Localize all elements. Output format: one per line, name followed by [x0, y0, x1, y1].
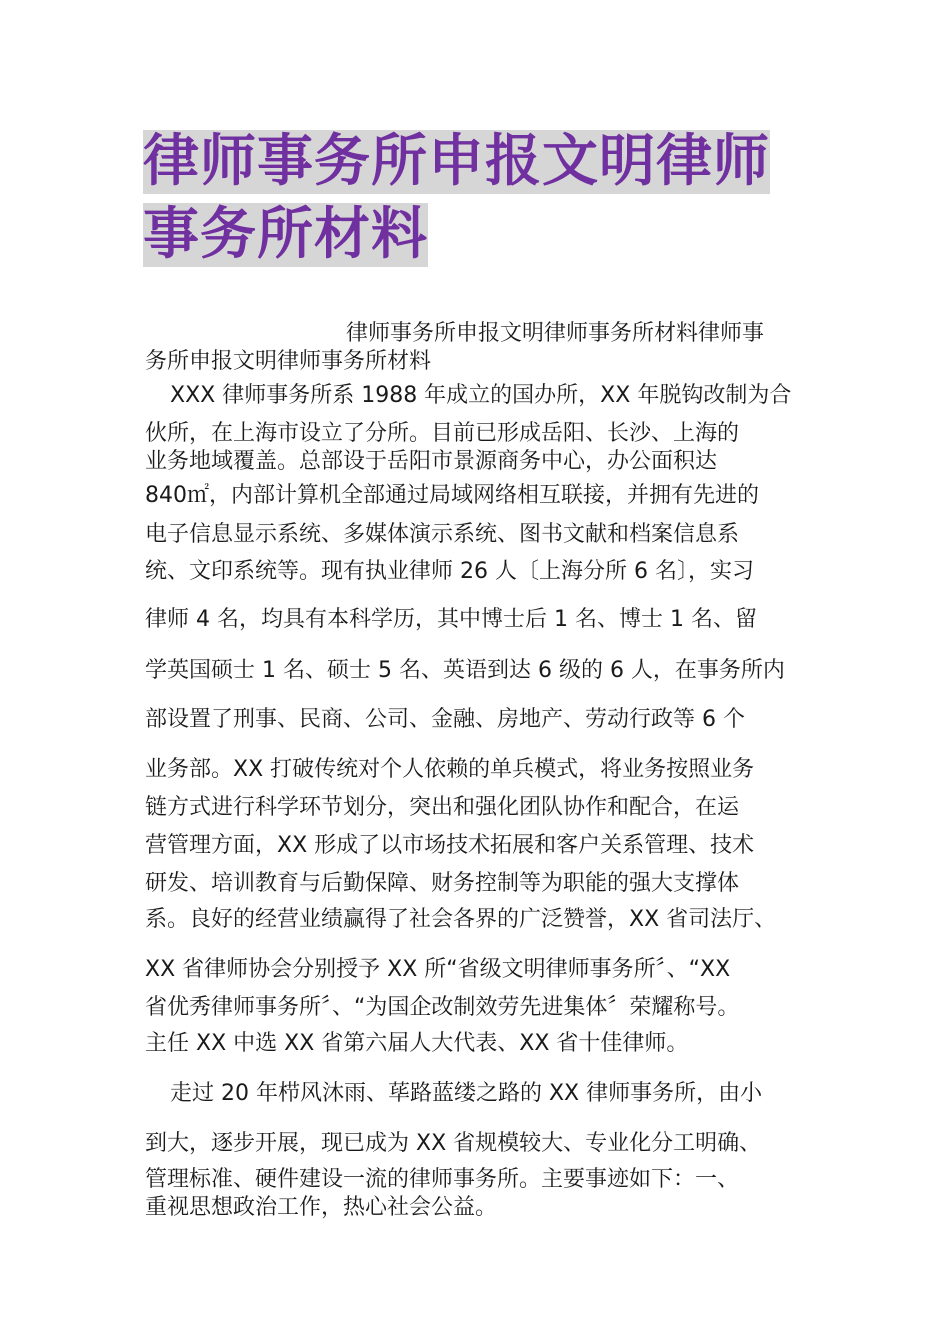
body-line: 电子信息显示系统、多媒体演示系统、图书文献和档案信息系: [145, 522, 740, 547]
body-line: 到大，逐步开展，现已成为 XX 省规模较大、专业化分工明确、: [145, 1131, 762, 1156]
body-line: 学英国硕士 1 名、硕士 5 名、英语到达 6 级的 6 人，在事务所内: [145, 658, 785, 683]
body-line: 律师事务所申报文明律师事务所材料律师事: [346, 321, 765, 346]
body-line: XX 省律师协会分别授予 XX 所“省级文明律师事务所〞、“XX: [145, 957, 731, 982]
body-line: 统、文印系统等。现有执业律师 26 人〔上海分所 6 名〕，实习: [145, 559, 754, 584]
body-line: 管理标准、硬件建设一流的律师事务所。主要事迹如下：一、: [145, 1167, 740, 1192]
body-line: 部设置了刑事、民商、公司、金融、房地产、劳动行政等 6 个: [145, 707, 745, 732]
body-line: 走过 20 年栉风沐雨、荜路蓝缕之路的 XX 律师事务所，由小: [170, 1081, 763, 1106]
body-line: 营管理方面，XX 形成了以市场技术拓展和客户关系管理、技术: [145, 833, 755, 858]
body-line: 业务部。XX 打破传统对个人依赖的单兵模式，将业务按照业务: [145, 757, 755, 782]
body-line: 伙所，在上海市设立了分所。目前已形成岳阳、长沙、上海的: [145, 421, 740, 446]
body-line: 业务地域覆盖。总部设于岳阳市景源商务中心，办公面积达: [145, 449, 718, 474]
body-line: 务所申报文明律师事务所材料: [145, 349, 432, 374]
body-line: XXX 律师事务所系 1988 年成立的国办所，XX 年脱钩改制为合: [170, 383, 792, 408]
body-line: 840㎡，内部计算机全部通过局域网络相互联接，并拥有先进的: [145, 483, 759, 508]
body-line: 律师 4 名，均具有本科学历，其中博士后 1 名、博士 1 名、留: [145, 607, 757, 632]
body-line: 主任 XX 中选 XX 省第六届人大代表、XX 省十佳律师。: [145, 1031, 689, 1056]
body-line: 系。良好的经营业绩赢得了社会各界的广泛赞誉，XX 省司法厅、: [145, 907, 777, 932]
body-line: 研发、培训教育与后勤保障、财务控制等为职能的强大支撑体: [145, 871, 740, 896]
body-line: 重视思想政治工作，热心社会公益。: [145, 1195, 498, 1220]
body-line: 链方式进行科学环节划分，突出和强化团队协作和配合，在运: [145, 795, 740, 820]
document-title-line-1: 律师事务所申报文明律师: [143, 129, 770, 194]
body-line: 省优秀律师事务所〞、“为国企改制效劳先进集体〞荣耀称号。: [145, 995, 740, 1020]
document-title-line-2: 事务所材料: [143, 202, 428, 267]
